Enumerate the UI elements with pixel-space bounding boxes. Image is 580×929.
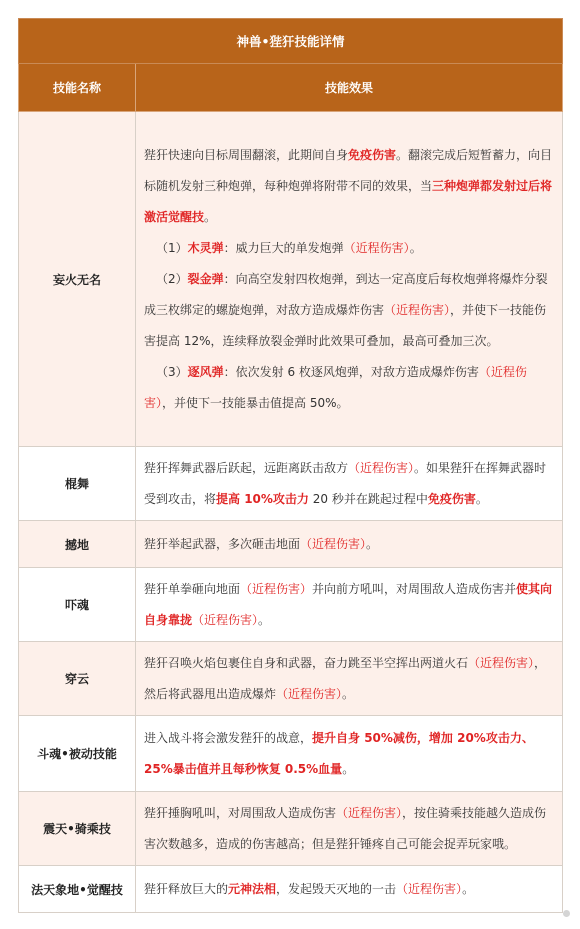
skill-name: 斗魂•被动技能: [19, 716, 136, 792]
skill-table: [18, 18, 563, 913]
highlight-text: 元神法相: [228, 881, 277, 896]
skill-effect: [136, 521, 563, 568]
highlight-text: 三种炮弹都发射过后将激活觉醒技: [144, 178, 553, 224]
table-title-row: [19, 19, 563, 64]
damage-type-note: （近程伤害）: [300, 536, 367, 551]
effect-text: 狴犴捶胸吼叫，对周围敌人造成伤害: [144, 805, 337, 820]
effect-text: 进入战斗将会激发狴犴的战意，: [144, 730, 313, 745]
table-row: [19, 521, 563, 568]
skill-name: 妄火无名: [19, 112, 136, 447]
effect-text: ：威力巨大的单发炮弹: [223, 240, 344, 255]
damage-type-note: （近程伤害）: [468, 655, 535, 670]
highlight-text: 裂金弹: [187, 271, 224, 286]
skill-name: 法天象地•觉醒技: [19, 866, 136, 913]
header-skill-name: 技能名称: [19, 64, 136, 112]
effect-text: 。: [409, 240, 422, 255]
table-row: [19, 866, 563, 913]
effect-text: 狴犴快速向目标周围翻滚，此期间自身: [144, 147, 349, 162]
damage-type-note: （近程伤害）: [240, 581, 313, 596]
highlight-text: 木灵弹: [187, 240, 224, 255]
effect-text: 狴犴单拳砸向地面: [144, 581, 241, 596]
skill-effect: [136, 112, 563, 447]
effect-text: ，按住骑乘技能越久造成伤害次数越多，造成的伤害越高；但是狴犴锤疼自己可能会捉弄玩家哦。: [144, 805, 547, 851]
effect-text: 。: [342, 686, 355, 701]
effect-text: 。: [258, 612, 271, 627]
header-skill-effect: 技能效果: [136, 64, 563, 112]
skill-name: 吓魂: [19, 568, 136, 642]
effect-paragraph: [144, 233, 556, 264]
table-header-row: [19, 64, 563, 112]
effect-paragraph: [144, 574, 556, 636]
highlight-text: 使其向自身靠拢: [144, 581, 553, 627]
effect-text: 狴犴召唤火焰包裹住自身和武器，奋力跳至半空挥出两道火石: [144, 655, 469, 670]
effect-paragraph: [144, 140, 556, 233]
table-row: [19, 447, 563, 521]
effect-paragraph: [144, 529, 556, 560]
effect-paragraph: [144, 798, 556, 860]
effect-text: ，并使下一技能伤害提高 12%，连续释放裂金弹时此效果可叠加，最高可叠加三次。: [144, 302, 547, 348]
highlight-text: 免疫伤害: [427, 491, 476, 506]
effect-text: ：依次发射 6 枚逐风炮弹，对敌方造成爆炸伤害: [223, 364, 479, 379]
effect-text: （2）: [156, 271, 188, 286]
table-row: [19, 112, 563, 447]
effect-text: 。如果狴犴在挥舞武器时受到攻击，将: [144, 460, 547, 506]
skill-name: 震天•骑乘技: [19, 792, 136, 866]
damage-type-note: （近程伤害）: [336, 805, 403, 820]
scroll-indicator[interactable]: [563, 910, 570, 917]
table-title: 神兽•狴犴技能详情: [19, 19, 563, 64]
effect-text: ，发起毁天灭地的一击: [276, 881, 397, 896]
table-row: [19, 642, 563, 716]
skill-effect: [136, 792, 563, 866]
effect-paragraph: [144, 264, 556, 357]
highlight-text: 逐风弹: [187, 364, 224, 379]
effect-text: 并向前方吼叫，对周围敌人造成伤害并: [312, 581, 517, 596]
effect-text: ：向高空发射四枚炮弹，到达一定高度后每枚炮弹将爆炸分裂成三枚绑定的螺旋炮弹，对敌方造成爆炸伤害: [144, 271, 548, 317]
effect-text: 。翻滚完成后短暂蓄力，向目标随机发射三种炮弹，每种炮弹将附带不同的效果，当: [144, 147, 553, 193]
skill-effect: [136, 447, 563, 521]
effect-paragraph: [144, 648, 556, 710]
highlight-text: 提升自身 50%减伤，增加 20%攻击力、25%暴击值并且每秒恢复 0.5%血量: [144, 730, 534, 776]
damage-type-note: （近程伤害）: [144, 364, 527, 410]
table-row: [19, 568, 563, 642]
skill-effect: [136, 568, 563, 642]
skill-effect: [136, 866, 563, 913]
effect-text: 狴犴释放巨大的: [144, 881, 229, 896]
effect-text: ，然后将武器甩出造成爆炸: [144, 655, 547, 701]
damage-type-note: （近程伤害）: [384, 302, 451, 317]
skill-name: 棍舞: [19, 447, 136, 521]
effect-text: 。: [366, 536, 379, 551]
effect-text: 。: [475, 491, 488, 506]
damage-type-note: （近程伤害）: [348, 460, 415, 475]
effect-paragraph: [144, 357, 556, 419]
skill-name: 穿云: [19, 642, 136, 716]
effect-text: 。: [204, 209, 217, 224]
skill-effect: [136, 642, 563, 716]
skill-effect: [136, 716, 563, 792]
effect-text: 狴犴举起武器，多次砸击地面: [144, 536, 301, 551]
effect-text: 狴犴挥舞武器后跃起，远距离跃击敌方: [144, 460, 349, 475]
highlight-text: 提高 10%攻击力: [216, 491, 309, 506]
effect-paragraph: [144, 874, 556, 905]
effect-paragraph: [144, 453, 556, 515]
effect-text: ，并使下一技能暴击值提高 50%。: [162, 395, 349, 410]
effect-text: 。: [342, 761, 355, 776]
damage-type-note: （近程伤害）: [276, 686, 343, 701]
table-row: [19, 792, 563, 866]
damage-type-note: （近程伤害）: [396, 881, 463, 896]
table-body: [19, 112, 563, 913]
effect-text: （3）: [156, 364, 188, 379]
table-row: [19, 716, 563, 792]
highlight-text: 免疫伤害: [348, 147, 397, 162]
damage-type-note: （近程伤害）: [192, 612, 259, 627]
effect-text: 。: [462, 881, 475, 896]
damage-type-note: （近程伤害）: [343, 240, 410, 255]
effect-text: 20 秒并在跳起过程中: [308, 491, 428, 506]
effect-paragraph: [144, 723, 556, 785]
skill-name: 撼地: [19, 521, 136, 568]
effect-text: （1）: [156, 240, 188, 255]
